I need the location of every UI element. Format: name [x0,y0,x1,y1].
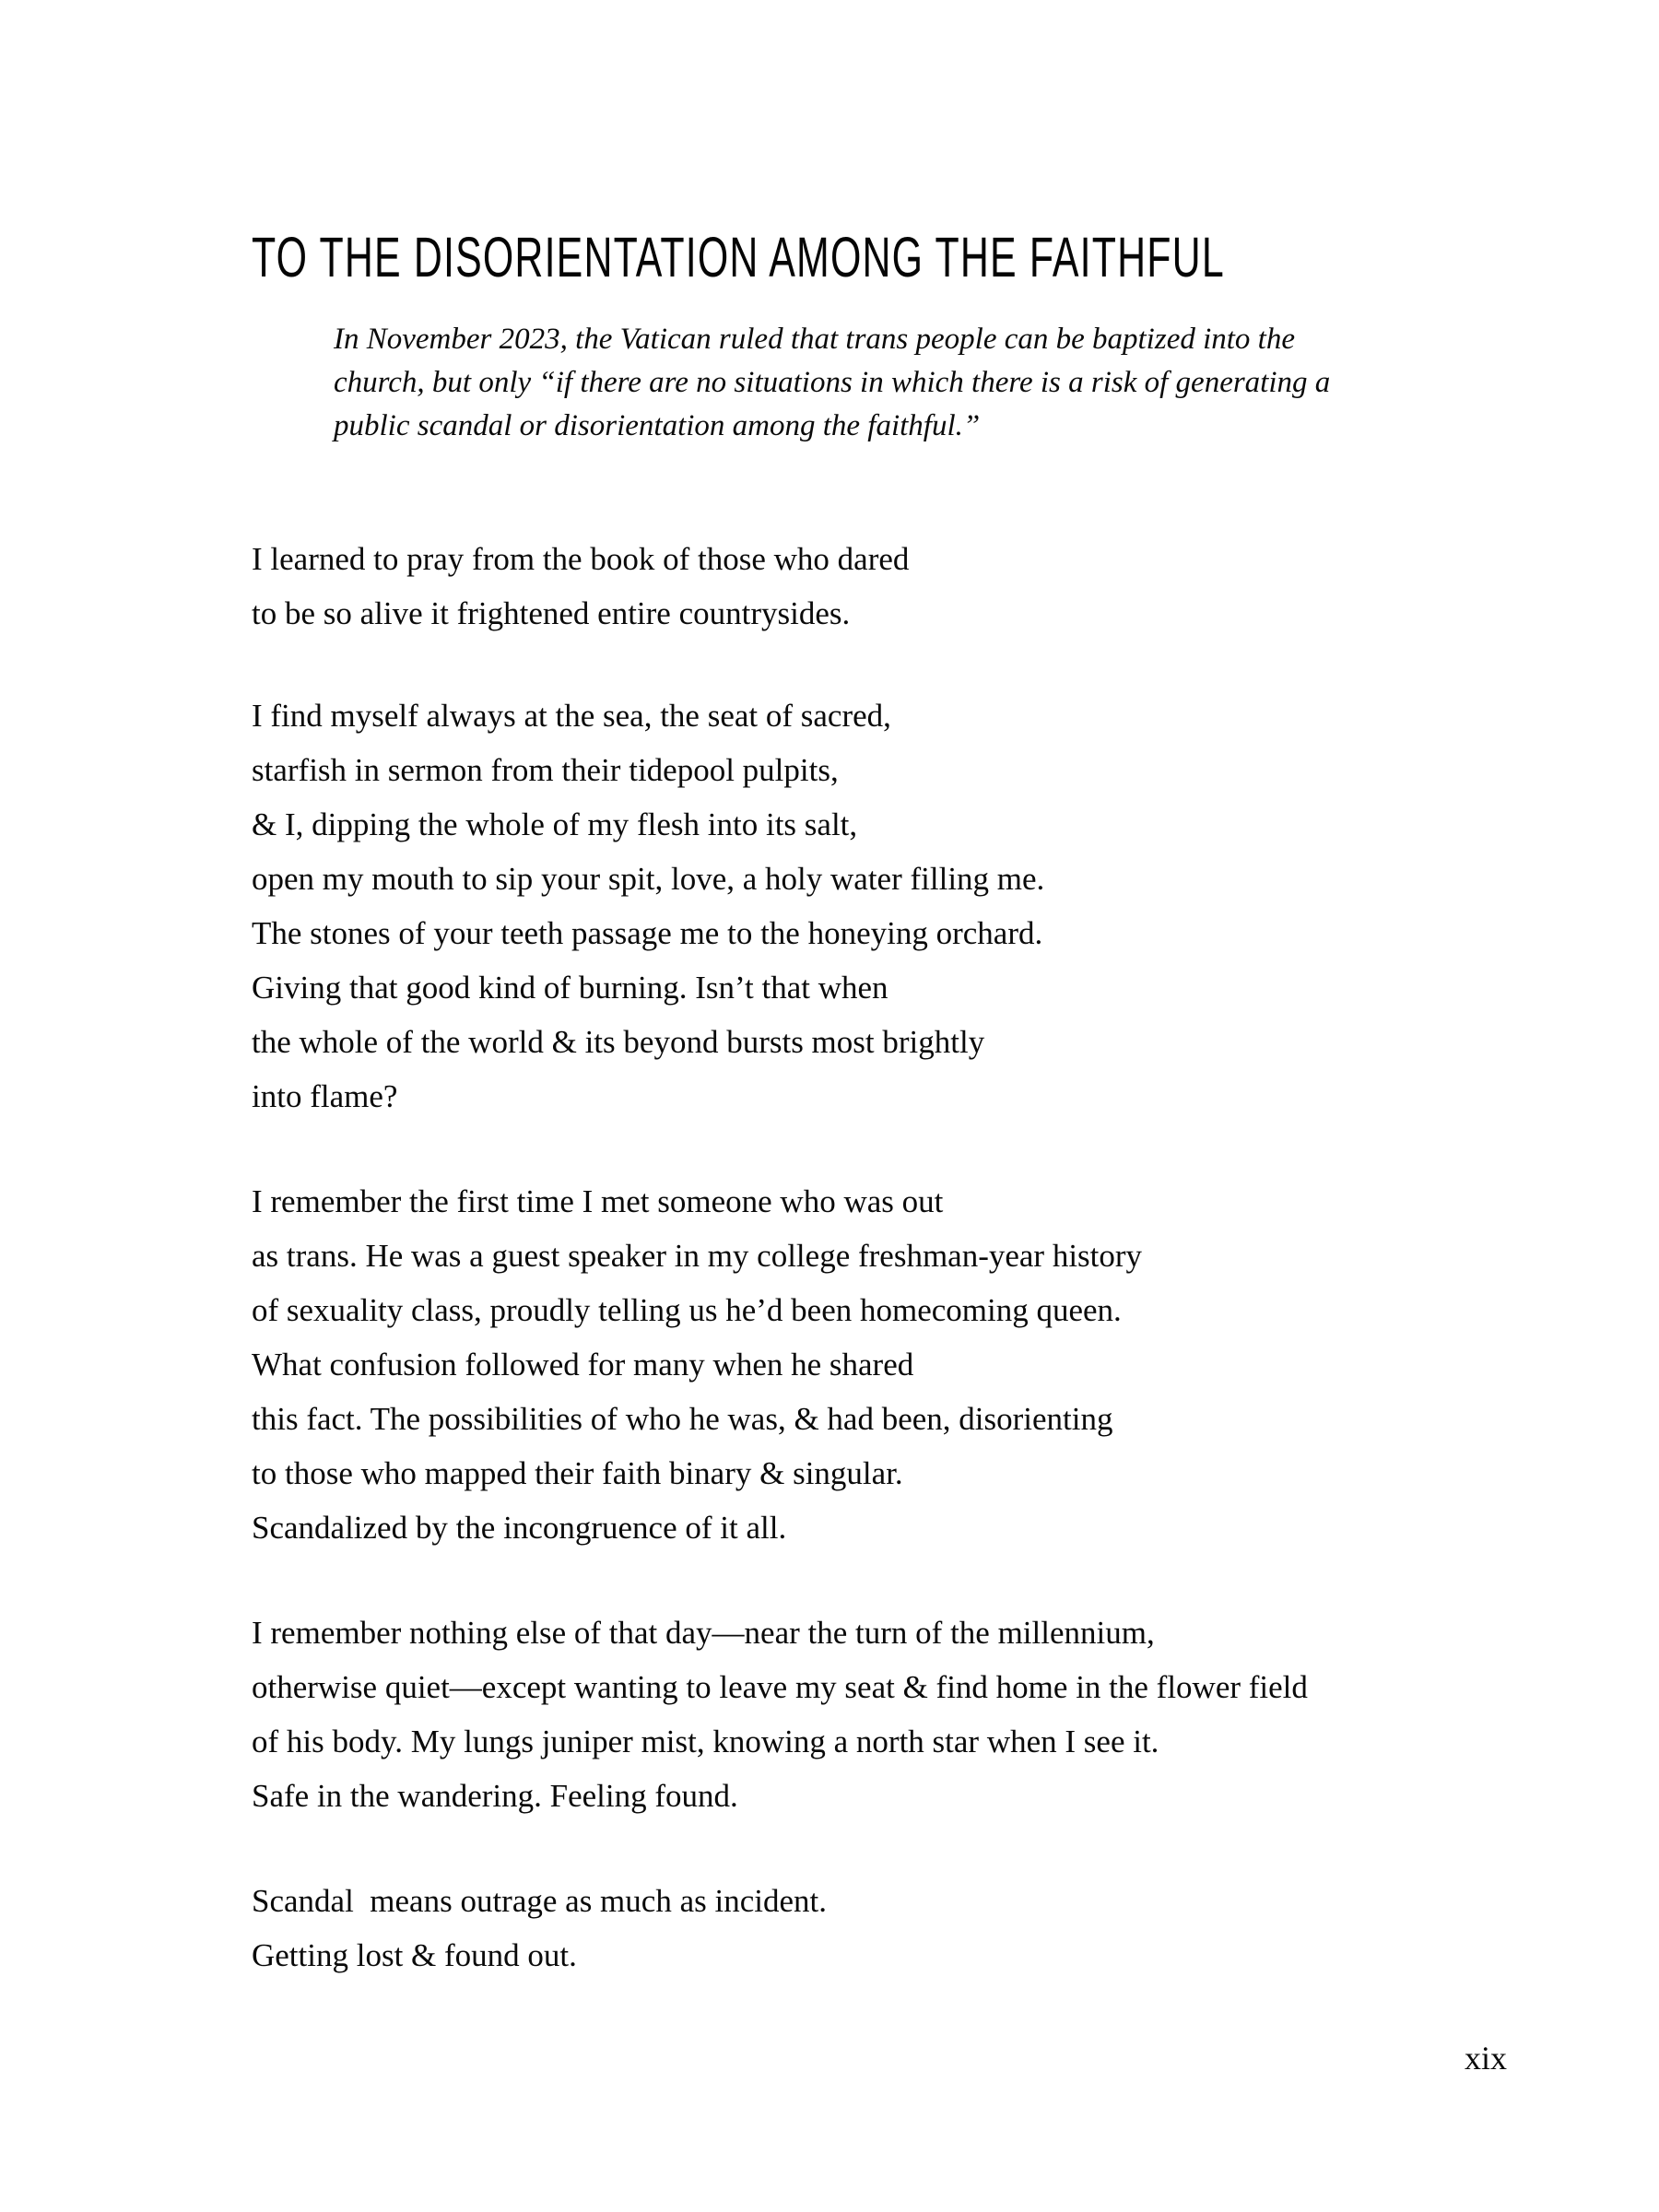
poem-line: & I, dipping the whole of my flesh into its salt, [252,806,858,842]
poem-line: otherwise quiet—except wanting to leave my seat & find home in the flower field [252,1669,1308,1705]
epigraph-line: public scandal or disorientation among the faithful.” [334,409,981,442]
poem-line: of his body. My lungs juniper mist, knowing a north star when I see it. [252,1724,1159,1759]
poem-line: as trans. He was a guest speaker in my college freshman-year history [252,1238,1143,1274]
poem-stanza [252,1606,1308,1823]
poem-title: TO THE DISORIENTATION AMONG THE FAITHFUL [252,225,1225,289]
poem-line: starfish in sermon from their tidepool pulpits, [252,752,839,788]
poem-stanza [252,688,1044,1124]
poem-line: Scandalized by the incongruence of it all. [252,1510,787,1546]
epigraph-line: church, but only “if there are no situations in which there is a risk of generating a [334,366,1331,399]
poem-stanza [252,1174,1142,1555]
page-number: xix [1465,2040,1508,2077]
epigraph [334,318,1330,448]
poem-line: The stones of your teeth passage me to the honeying orchard. [252,915,1043,951]
poem-line: I learned to pray from the book of those who dared [252,541,910,577]
poem-stanza [252,1874,827,1983]
poem-line: Scandal means outrage as much as incident. [252,1883,827,1919]
poem-stanza [252,532,909,641]
poem-line: open my mouth to sip your spit, love, a holy water filling me. [252,861,1045,897]
poem-line: to be so alive it frightened entire countrysides. [252,595,851,631]
poem-line: into flame? [252,1078,398,1114]
poem-line: Giving that good kind of burning. Isn’t that when [252,970,888,1006]
poem-line: this fact. The possibilities of who he was, & had been, disorienting [252,1401,1113,1437]
poem-line: I find myself always at the sea, the seat of sacred, [252,698,891,734]
poem-line: Getting lost & found out. [252,1937,577,1973]
poem-line: of sexuality class, proudly telling us he’d been homecoming queen. [252,1292,1122,1328]
poem-line: Safe in the wandering. Feeling found. [252,1778,738,1814]
poem-line: What confusion followed for many when he shared [252,1347,914,1382]
poem-line: the whole of the world & its beyond bursts most brightly [252,1024,985,1060]
poem-line: I remember nothing else of that day—near the turn of the millennium, [252,1615,1155,1651]
poem-line: to those who mapped their faith binary & singular. [252,1455,903,1491]
epigraph-line: In November 2023, the Vatican ruled that trans people can be baptized into the [334,323,1295,356]
poem-line: I remember the first time I met someone who was out [252,1183,944,1219]
